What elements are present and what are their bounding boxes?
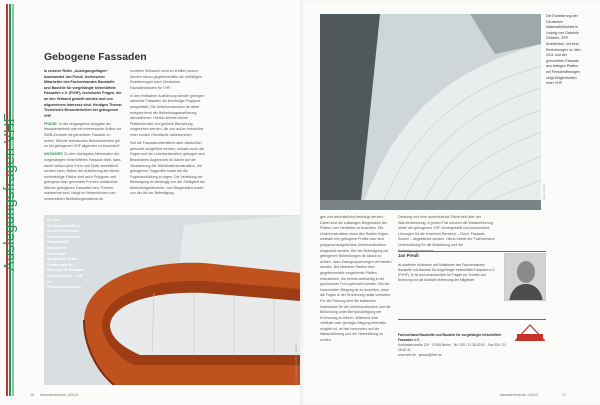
col2-paragraph-3: Soll die Fassadenoberfläche aber tatsächlich gerundet ausgeführt werden, müssen auch die Fugen und die Unterkonstruktion gebogen sein. Besonderes Augenmerk ist darum auf die Verankerung der Wandhalterkonstruktion, die gebogenen Tragprofile sowie auf die Fugenausbildung zu legen. Die Verteilung der Befestigung ist abhängig von der Steifigkeit der Bekleidungselemente, vom Biegeradius sowie von der Art der Befestigung. [130,141,206,196]
photo-caption-bottom: Bei der Gebäudegestaltung an der Hochschule Koblenz wurde eine Fassade mit gebogenen Elementen ausgeführt, deren Rundungen die Wirkung der Bauform unterstreichen – VHF mit Faserzementplatten. [47,218,84,290]
column-3 [320,215,392,346]
section-title-text: Auslegungsfragen VHF [2,113,18,271]
fvhf-logo [515,323,545,341]
col4-paragraph: Deckung und eine ausreichende Sicherheit über der Wärmedämmung. In jedem Fall müssen die Wasserführung hinter der gebogenen VHF sichergestellt und konstruktive Lösungen für die einzelnen Bereiche – Dach, Fassade, Sockel – abgestimmt werden. Hierzu bietet der Fachverband Unterstützung für die Bekleidung und die Befestigungselemente. [398,215,495,253]
col2-paragraph-2: In den einflachen Ausführung werden gebogen wirkende Fassaden als kleinteilige Polygone ausgebildet. Die Unterkonstruktion ist dabei entsprechend der Bekleidungsausführung abzustimmen. Hierbei können kleine Plattenformate und großere Bemaßung vorgesehen werden, die von außen betrachtet einer runden Oberfläche nahekommen. [130,93,205,138]
column-2 [130,69,208,200]
author-address: Kurfürstenstraße 129 · 10785 Berlin · Tel. 030 / 21 28 62 81 · Fax 030 / 21 28 62 41 [398,343,507,352]
footer-right-page-number: 17 [562,393,566,397]
footer-right-magazine: fassadentechnik 1/2013 [500,393,538,397]
rounded-building-illustration [320,14,541,210]
author-portrait [504,253,546,301]
section-title-vertical [0,112,21,272]
question-label: FRAGE: [44,121,58,126]
photo-curved-facade-orange [44,215,300,385]
footer-left-page-number: 16 [30,393,34,397]
intro-text: In unserer Reihe „Auslegungsfragen“ beantwortet Jan Preuß, technischer Mitarbeiter des Fachverbandes Baustoffe und Bauteile für vorgehängte hinterlüftete Fassaden e.V. (FVHF), technische Fragen, die an den Verband gestellt werden und von allgemeinem Interesse sind. Heutiges Thema: Technische Besonderheiten bei gebogenen VHF. [44,69,122,118]
author-rule-mid [398,319,546,320]
question-text: In der vergangenen Ausgabe der fassadentechnik war ein interessanter Artikel zur SWB-Zentrale mit gerundeter Fassade zu sehen. Welche technischen Besonderheiten gilt es bei gebogenen VHF allgemein zu beachten? [44,121,122,149]
question-paragraph [44,122,122,150]
photo-credit-right: Foto: FVHF [542,184,546,200]
article-heading: Gebogene Fassaden [44,51,147,63]
author-box [398,253,548,388]
author-rule-top [398,251,546,252]
col3-paragraph: gen und anschließend befestigt werden. Dabei sind die zulässigen Biegeradien der Platten vom Hersteller zu beachten. Die Unterkonstruktion muss den Radien folgen, weshalb hier gebogene Profile oder eine polygonal ausgebildete Unterkonstruktion eingesetzt werden. Bei der Befestigung der gebogenen Bekleidungen ist darauf zu achten, dass Zwangsspannungen vermieden werden. Bei kleineren Radien sind gegebenenfalls vorgeformte Platten einzusetzen, die bereits werkseitig in die gewünschte Form gebracht werden. Bei der horizontalen Biegung ist zu beachten, dass die Fugen in der Krümmung radial verlaufen. Für die Planung sind die statischen Nachweise für die Unterkonstruktion und die Bekleidung unter Berücksichtigung der Krümmung zu führen. Während eine vertikale oder geneigte Biegung ebenfalls möglich ist, ist hier besonders auf die Wasserführung und die Hinterlüftung zu achten. [320,215,392,343]
fvhf-logo-graphic [515,323,545,341]
right-page [300,0,600,405]
author-web: www.fvhf.de · preuss@fvhf.de [398,353,442,357]
author-contact [398,333,508,358]
photo-caption-top: Die Erweiterung der Deutschen Nationalbibliothek in Leipzig von Gabriele Glöckler, ZSP Architekten, mit ihrer Einrichtungen im Jahr 2011 und der gerundeten Fassade aus farbigen Platten mit Fensteröffnungen zeigt Möglichkeiten einer VHF. [546,14,581,86]
photo-rounded-building [320,14,541,210]
author-bio: ist studierter Holzbauer und Mitarbeiter des Fachverbandes Baustoffe und Bauteile für vorgehängte hinterlüftete Fassaden e.V. (FVHF). Er ist dort verantwortlich für Fragen zur Technik und Normung und die fachliche Betreuung der Mitglieder. [398,263,496,282]
footer-left-magazine: fassadentechnik 1/2013 [40,393,78,397]
author-org: Fachverband Baustoffe und Bauteile für vorgehängte hinterlüftete Fassaden e.V. [398,333,502,342]
photo-credit-left: Foto: fassadentechnik / Eternit [294,343,298,384]
author-name: Jan Preuß [398,253,419,258]
col2-paragraph-1: rundeten Wünsche nicht zu erfüllen lassen, können hierzu gegebenenfalls die vielfältigen Erweiterungen nach Deutschen Fassadenbauern für VHF. [130,69,202,90]
answer-text: Zu den wichtigsten Merkmalen der vorgehängten hinterlüfteten Fassade zählt, dass damit nahezu jede Form und Optik verwirklicht werden kann. Neben der Ausführung als ebene, rechtwinklige Fläche sind auch Polygone und gebogene bzw. gerundete Formen realisierbar. Welche gebogenen Fassaden bzw. Formen realisierbar sind, hängt im Wesentlichen vom verwendeten Bekleidungsmaterial ab. [44,152,121,202]
column-1 [44,69,122,205]
answer-paragraph [44,152,122,202]
portrait-illustration [505,254,546,301]
answer-label: ANTWORT: [44,152,64,157]
